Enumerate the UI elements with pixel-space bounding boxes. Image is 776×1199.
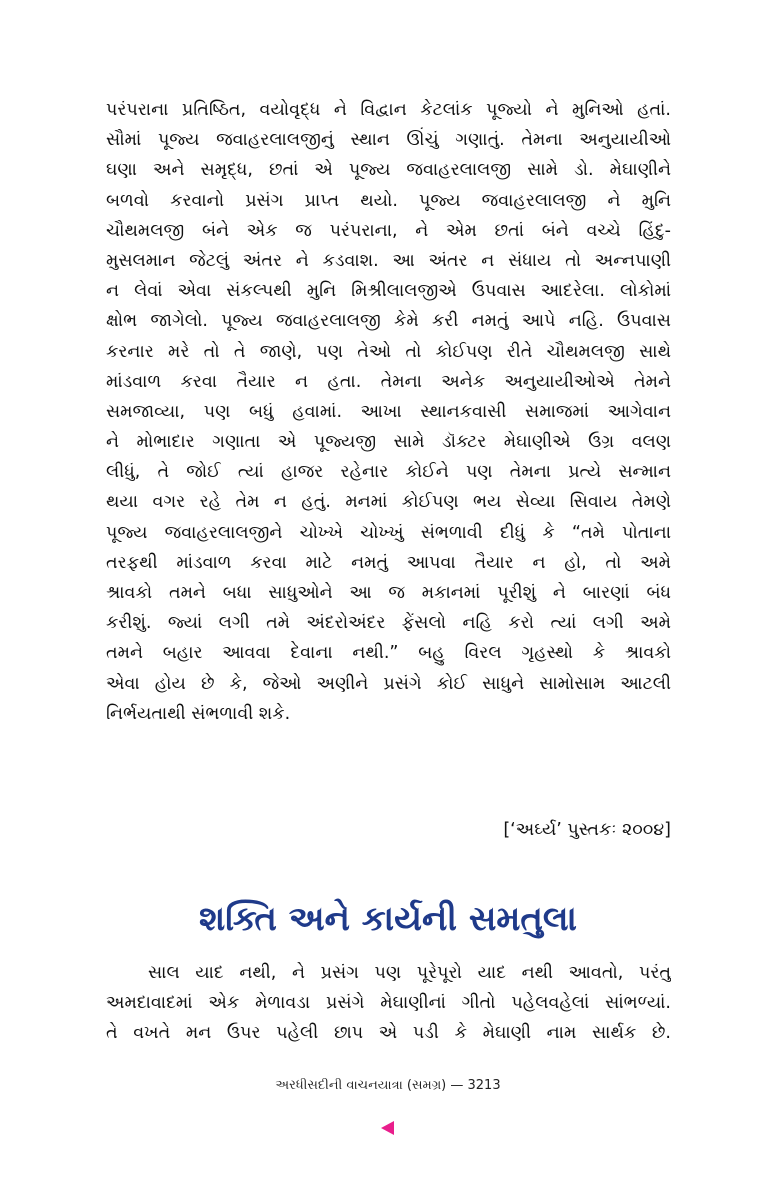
- text-line: નિર્ભયતાથી સંભળાવી શકે.: [106, 703, 291, 724]
- text-line: ક્ષોભ જાગેલો. પૂજ્ય જવાહરલાલજી કેમે કરી નમતું આપે નહિ. ઉપવાસ: [106, 311, 671, 332]
- text-line: તમને બહાર આવવા દેવાના નથી.” બહુ વિરલ ગૃહસ્થો કે શ્રાવકો: [106, 643, 671, 664]
- text-line: સમજાવ્યા, પણ બધું હવામાં. આખા સ્થાનકવાસી સમાજમાં આગેવાન: [106, 401, 671, 422]
- text-line: તરફથી માંડવાળ કરવા માટે નમતું આપવા તૈયાર ન હો, તો અમે: [106, 552, 671, 573]
- text-line: સૌમાં પૂજ્ય જવાહરલાલજીનું સ્થાન ઊંચું ગણાતું. તેમના અનુયાયીઓ: [106, 130, 671, 151]
- text-line: ન લેવાં એવા સંકલ્પથી મુનિ મિશ્રીલાલજીએ ઉપવાસ આદરેલા. લોકોમાં: [106, 281, 671, 302]
- text-line: અમદાવાદમાં એક મેળાવડા પ્રસંગે મેઘાણીનાં ગીતો પહેલવહેલાં સાંભળ્યાં.: [106, 993, 671, 1014]
- text-line: ને મોભાદાર ગણાતા એ પૂજ્યજી સામે ડૉક્ટર મેઘાણીએ ઉગ્ર વલણ: [106, 432, 671, 453]
- text-line: મુસલમાન જેટલું અંતર ને કડવાશ. આ અંતર ન સંધાય તો અન્નપાણી: [106, 250, 671, 271]
- text-line: પૂજ્ય જવાહરલાલજીને ચોખ્ખે ચોખ્ખું સંભળાવી દીધું કે “તમે પોતાના: [106, 522, 671, 543]
- text-line: બળવો કરવાનો પ્રસંગ પ્રાપ્ત થયો. પૂજ્ય જવાહરલાલજી ને મુનિ: [106, 190, 671, 211]
- text-line: ચૌથમલજી બંને એક જ પરંપરાના, ને એમ છતાં બંને વચ્ચે હિંદુ-: [106, 220, 671, 241]
- source-citation: [‘અર્ઘ્ય’ પુસ્તકઃ ૨૦૦૪]: [503, 820, 671, 840]
- paragraph-1: [106, 95, 671, 729]
- text-line: કરનાર મરે તો તે જાણે, પણ તેઓ તો કોઈપણ રીતે ચૌથમલજી સાથે: [106, 341, 671, 362]
- triangle-left-icon[interactable]: [381, 1121, 394, 1135]
- section-heading: શક્તિ અને કાર્યની સમતુલા: [199, 899, 577, 939]
- text-line: કરીશું. જ્યાં લગી તમે અંદરોઅંદર ફેંસલો નહિ કરો ત્યાં લગી અમે: [106, 613, 671, 634]
- text-line: એવા હોય છે કે, જેઓ અણીને પ્રસંગે કોઈ સાધુને સામોસામ આટલી: [106, 673, 671, 694]
- text-line: લીધું, તે જોઈ ત્યાં હાજર રહેનાર કોઈને પણ તેમના પ્રત્યે સન્માન: [106, 462, 671, 483]
- text-line: ઘણા અને સમૃદ્ધ, છતાં એ પૂજ્ય જવાહરલાલજી સામે ડો. મેઘાણીને: [106, 160, 671, 181]
- page-footer: અરધીસદીની વાચનયાત્રા (સમગ્ર) — 3213: [275, 1078, 501, 1093]
- text-line: પરંપરાના પ્રતિષ્ઠિત, વયોવૃદ્ધ ને વિદ્વાન કેટલાંક પૂજ્યો ને મુનિઓ હતાં.: [106, 100, 671, 120]
- paragraph-2: [106, 958, 671, 1049]
- text-line: તે વખતે મન ઉપર પહેલી છાપ એ પડી કે મેઘાણી નામ સાર્થક છે.: [106, 1023, 671, 1044]
- text-line: થયા વગર રહે તેમ ન હતું. મનમાં કોઈપણ ભય સેવ્યા સિવાય તેમણે: [106, 492, 671, 513]
- text-line: માંડવાળ કરવા તૈયાર ન હતા. તેમના અનેક અનુયાયીઓએ તેમને: [106, 371, 671, 392]
- text-line: શ્રાવકો તમને બધા સાધુઓને આ જ મકાનમાં પૂરીશું ને બારણાં બંધ: [106, 583, 671, 603]
- text-line: સાલ યાદ નથી, ને પ્રસંગ પણ પૂરેપૂરો યાદ નથી આવતો, પરંતુ: [148, 963, 671, 983]
